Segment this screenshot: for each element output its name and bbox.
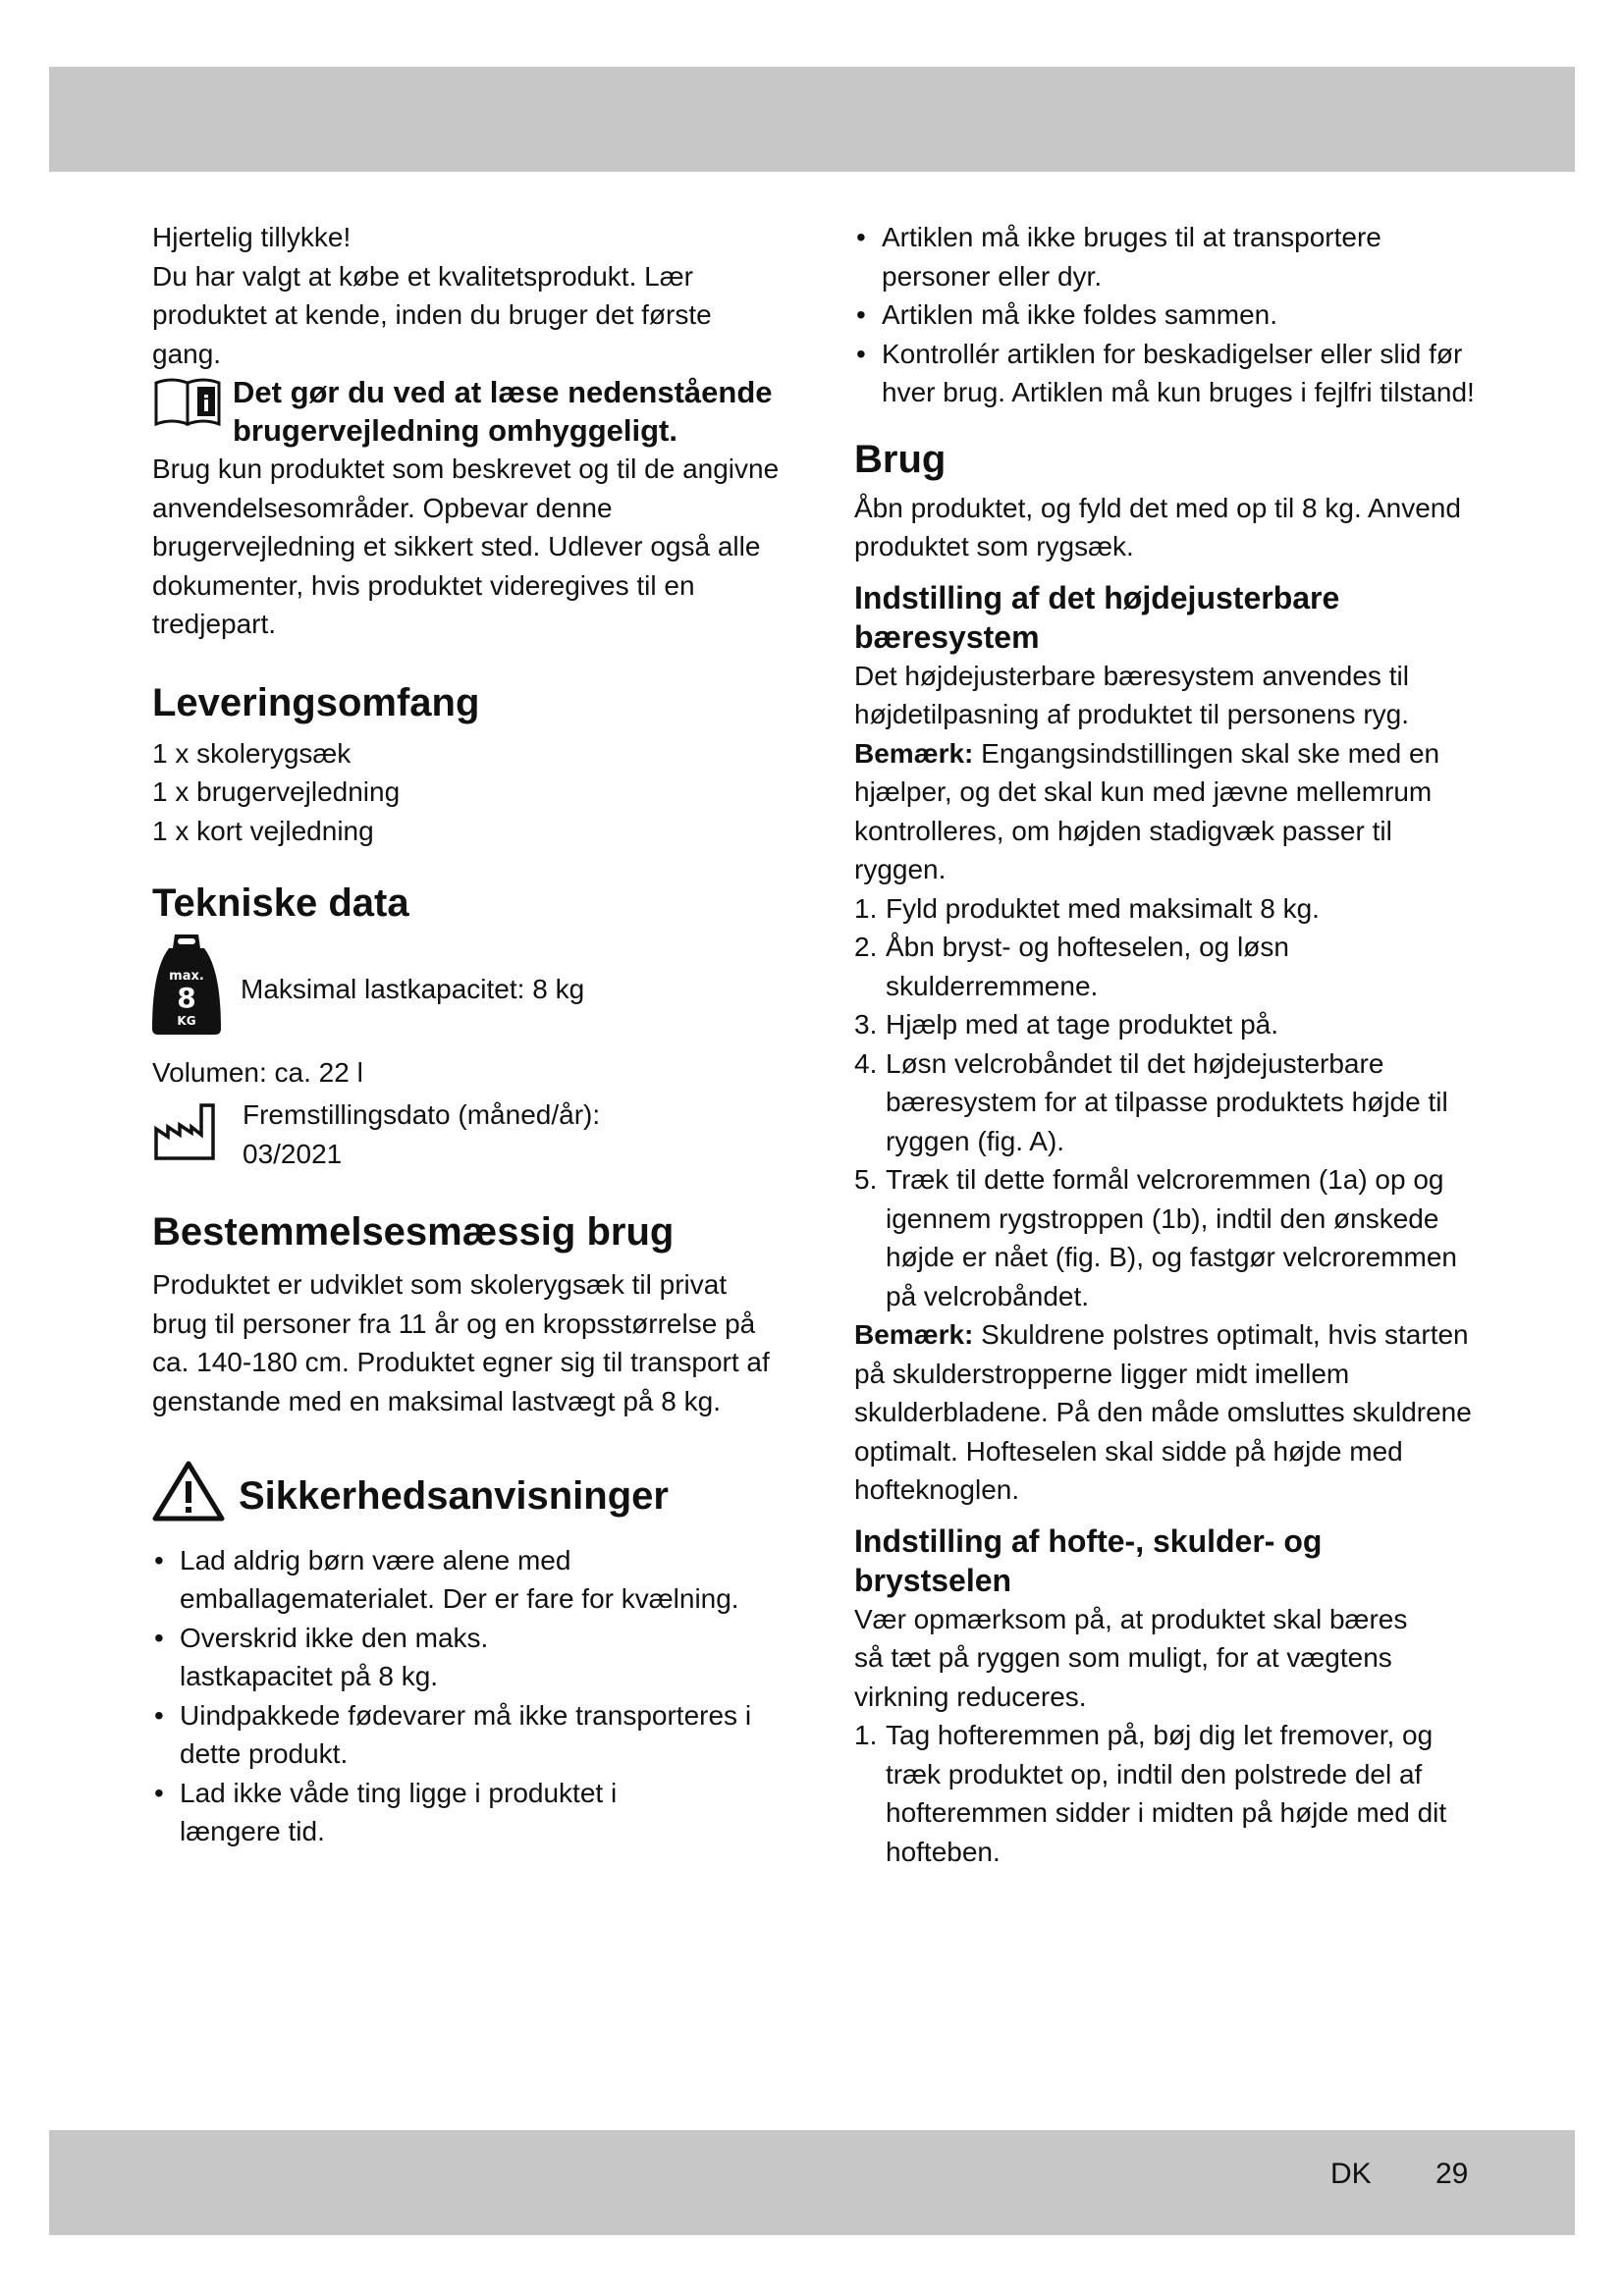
belt-heading: Indstilling af hofte-, skulder- og brystselen [854,1522,1323,1598]
height-note-text: Engangsindstillingen skal ske med en hjælper, og det skal kun med jævne mellemrum kontrolleres, om højden stadigvæk passer til ryggen. [854,737,1440,884]
intro-body: Brug kun produktet som beskrevet og til de angivne anvendelsesområder. Opbevar denne brugervejledning et sikkert sted. Udlever også alle dokumenter, hvis produktet videregives til en tredjepart. [152,454,780,639]
left-column [152,218,781,1851]
info-note-text: Det gør du ved at læse nedenstående brugervejledning omhyggeligt. [233,375,773,448]
height-steps [854,889,1483,1316]
manufacture-label: Fremstillingsdato (måned/år): [243,1099,601,1130]
shoulder-note [854,1315,1483,1510]
step-text: Tag hofteremmen på, bøj dig let fremover, og træk produktet op, indtil den polstrede del af hofteremmen sidder i midten på højde med dit hofteben. [886,1720,1447,1867]
list-item: • Lad ikke våde ting ligge i produktet i længere tid. [152,1774,781,1851]
manual-info-icon [152,375,227,441]
info-note [152,373,781,450]
step-number: 5. [854,1164,878,1195]
intended-use-heading: Bestemmelsesmæssig brug [152,1210,675,1254]
height-heading: Indstilling af det højdejusterbare bæresystem [854,579,1340,655]
page-number: 29 [1435,2158,1469,2190]
step-text: Åbn bryst- og hofteselen, og løsn skulderremmene. [886,932,1289,1001]
list-item [854,1716,1483,1871]
safety-list [152,1541,781,1851]
step-number: 1. [854,892,878,924]
use-body: Åbn produktet, og fyld det med op til 8 kg. Anvend produktet som rygsæk. [854,492,1461,561]
note-label: Bemærk: [854,1319,974,1350]
step-number: 1. [854,1720,878,1750]
list-item [854,889,1483,929]
max-load-text: Maksimal lastkapacitet: 8 kg [241,973,585,1004]
use-heading: Brug [854,437,947,481]
list-item [854,1044,1483,1161]
step-text: Hjælp med at tage produktet på. [886,1009,1279,1040]
list-item [854,928,1483,1005]
list-item [854,1005,1483,1044]
shoulder-note-text: Skuldrene polstres optimalt, hvis starten på skulderstropperne ligger midt imellem skulderbladene. På den måde omsluttes skuldrene optimalt. Hofteselen skal sidde på højde med hofteknoglen. [854,1319,1472,1505]
safety-heading: Sikkerhedsanvisninger [239,1474,669,1519]
svg-text:i: i [202,393,210,417]
step-text: Løsn velcrobåndet til det højdejusterbare bæresystem for at tilpasse produktets højde til ryggen (fig. A). [886,1047,1448,1156]
belt-steps [854,1716,1483,1871]
list-item: • Kontrollér artiklen for beskadigelser eller slid før hver brug. Artiklen må kun bruges i fejlfri tilstand! [854,335,1483,412]
belt-body: Vær opmærksom på, at produktet skal bæres så tæt på ryggen som muligt, for at vægtens virkning reduceres. [854,1603,1408,1712]
max-load-row [152,931,781,1047]
step-text: Fyld produktet med maksimalt 8 kg. [886,892,1320,924]
list-item [854,1160,1483,1315]
list-item: 1 x brugervejledning [152,776,401,807]
manufacture-date: 03/2021 [243,1138,343,1169]
step-number: 2. [854,932,878,962]
scope-heading: Leveringsomfang [152,680,480,724]
note-label: Bemærk: [854,737,974,769]
right-column [854,218,1483,1871]
header-band [49,67,1575,172]
volume-text: Volumen: ca. 22 l [152,1056,363,1088]
language-code: DK [1330,2158,1372,2190]
warning-icon [152,1460,225,1533]
list-item: • Lad aldrig børn være alene med emballagematerialet. Der er fare for kvælning. [152,1541,781,1619]
safety-list-continued [854,218,1483,412]
weight-icon-value: 8 [177,982,196,1014]
list-item: • Uindpakkede fødevarer må ikke transporteres i dette produkt. [152,1696,781,1774]
weight-icon-unit: KG [177,1014,196,1028]
weight-icon [152,931,221,1047]
step-number: 4. [854,1047,878,1079]
list-item: 1 x kort vejledning [152,815,374,846]
weight-icon-max: max. [169,969,204,984]
manufacture-row [152,1095,781,1173]
list-item: • Artiklen må ikke bruges til at transportere personer eller dyr. [854,218,1483,295]
step-text: Træk til dette formål velcroremmen (1a) op og igennem rygstroppen (1b), indtil den ønskede højde er nået (fig. B), og fastgør velcroremmen på velcrobåndet. [886,1164,1457,1311]
intro-text: Du har valgt at købe et kvalitetsprodukt. Lær produktet at kende, inden du bruger det første gang. [152,260,712,369]
greeting: Hjertelig tillykke! [152,222,352,252]
factory-icon [152,1101,233,1173]
height-body: Det højdejusterbare bæresystem anvendes til højdetilpasning af produktet til personens ryg. [854,660,1409,729]
safety-heading-row [152,1460,781,1533]
tech-heading: Tekniske data [152,881,409,925]
manufacture-text [243,1095,600,1173]
scope-list [152,734,781,851]
list-item: 1 x skolerygsæk [152,737,352,769]
height-note [854,734,1483,889]
intended-use-body: Produktet er udviklet som skolerygsæk til privat brug til personer fra 11 år og en kropsstørrelse på ca. 140-180 cm. Produktet egner sig til transport af genstande med en maksimal lastvægt på 8 kg. [152,1269,770,1416]
step-number: 3. [854,1009,878,1040]
list-item: • Artiklen må ikke foldes sammen. [854,295,1483,335]
list-item: • Overskrid ikke den maks. lastkapacitet på 8 kg. [152,1619,781,1696]
